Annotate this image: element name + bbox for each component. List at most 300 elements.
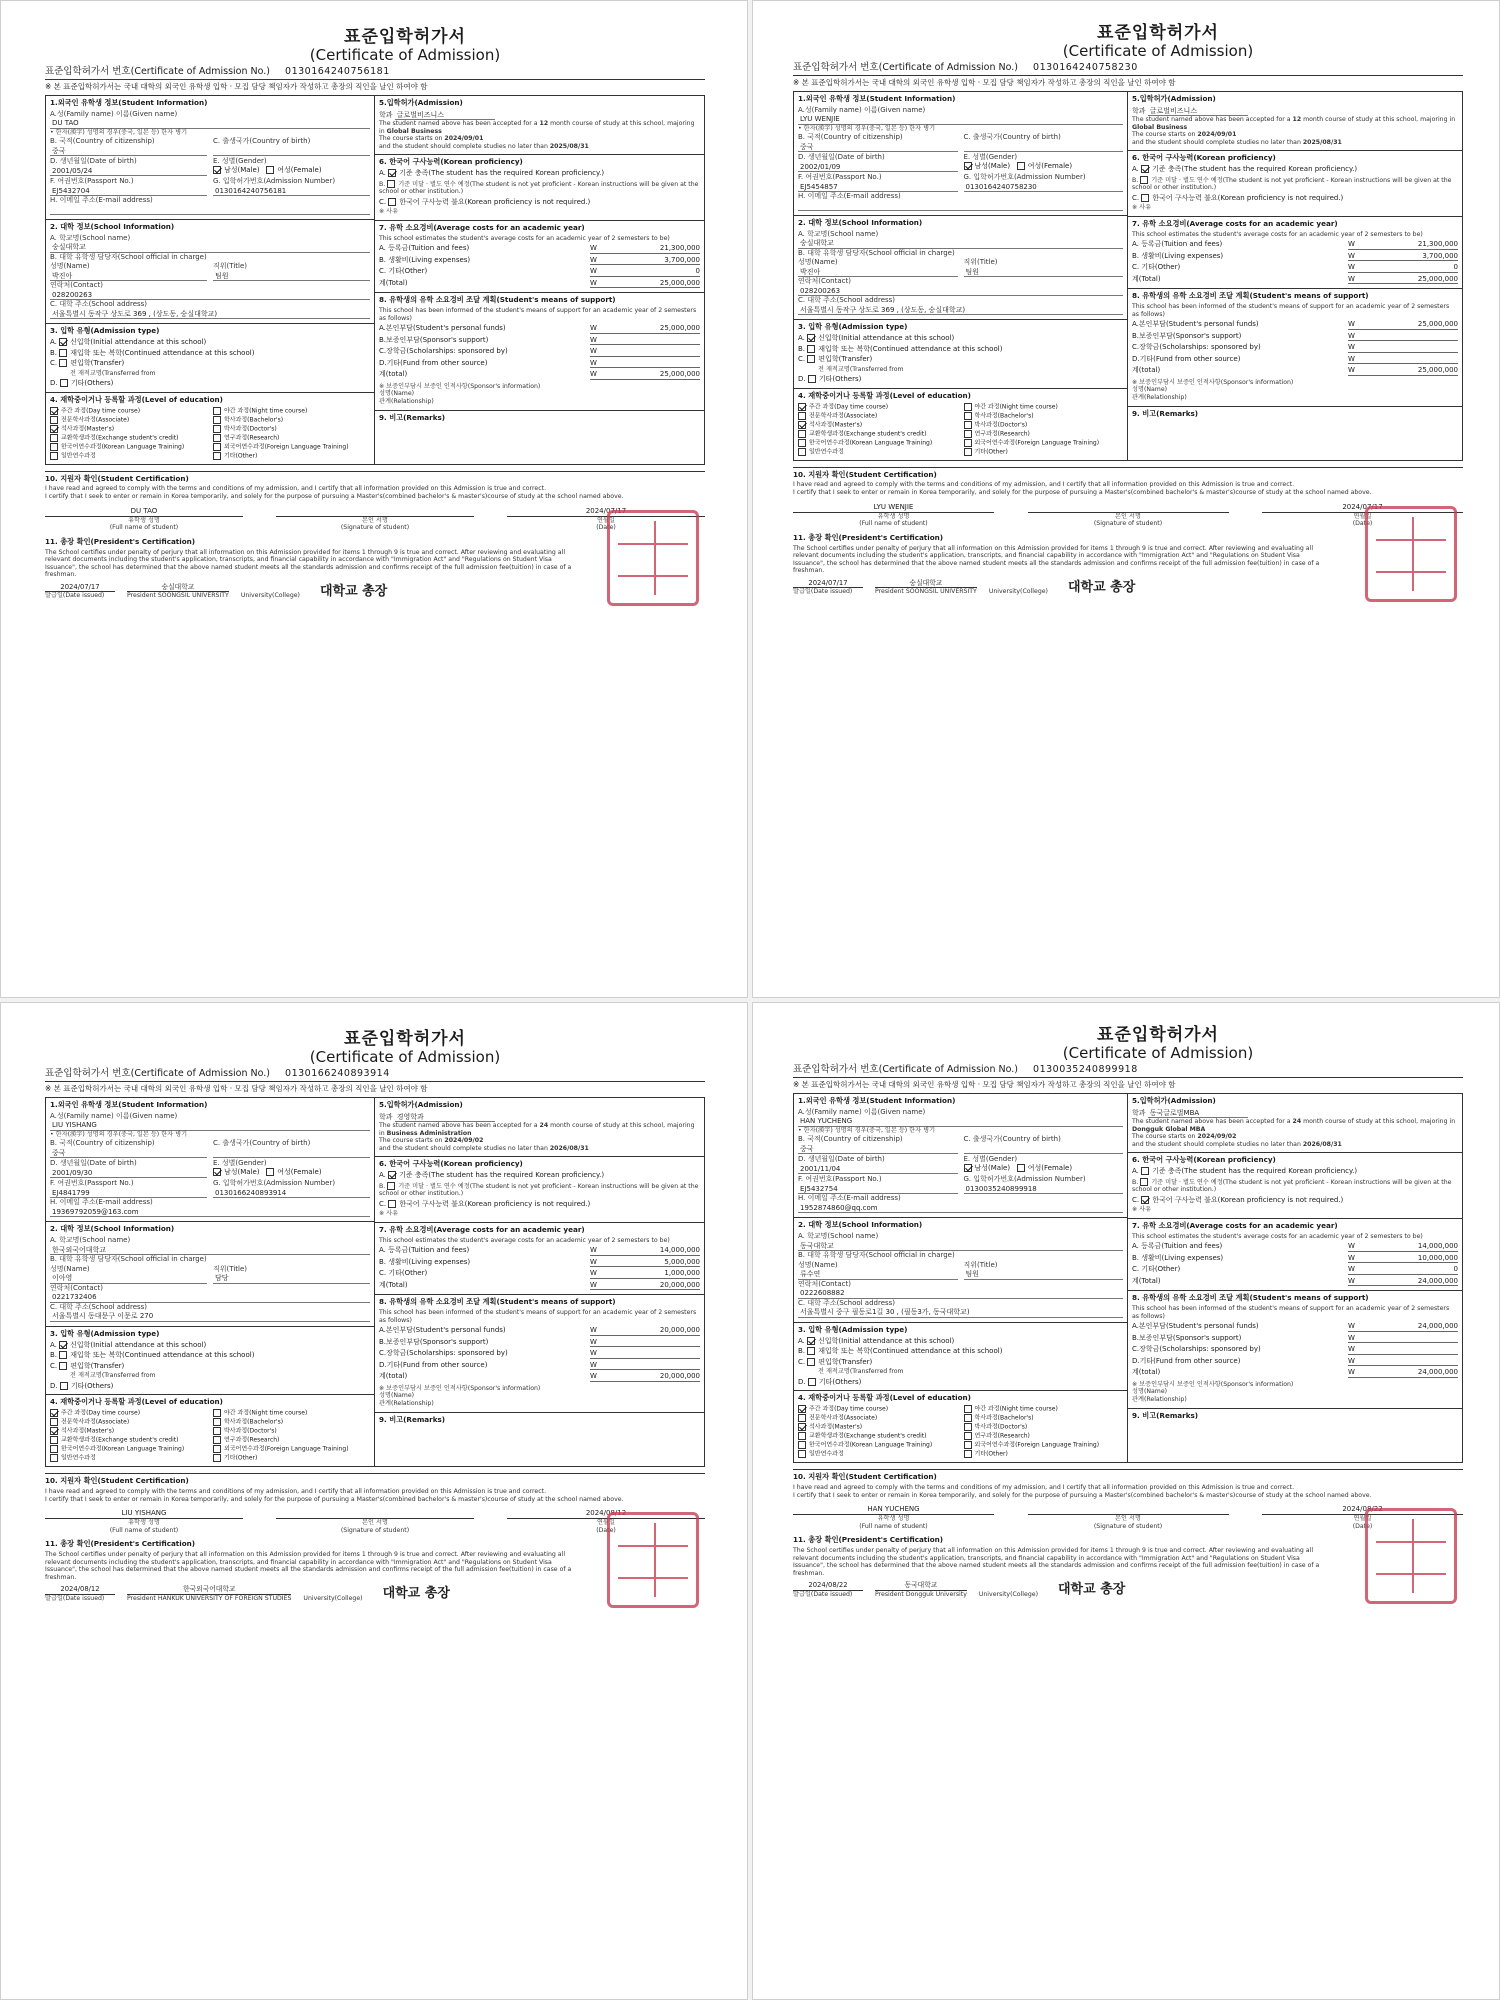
end-date-value: 2025/08/31 [1302, 138, 1342, 146]
education-level-section [794, 1391, 1127, 1462]
title-english: (Certificate of Admission) [1062, 1043, 1254, 1062]
issue-date-value: 2024/07/17 [45, 583, 115, 592]
admission-type-section: 3. 입학 유형(Admission type) A. 신입학(Initial attendance at this school) B. 재입학 또는 복학(Continued attendance at this school) C. 편입학(Transfer) 전 재적교명(Transferred from D. 기타(Others) [46, 324, 374, 392]
korean-c-checkbox [1141, 194, 1149, 202]
admission-number-value: 0130035240899918 [964, 1184, 1124, 1195]
education-checkbox [213, 443, 221, 451]
passport-value: EJ4841799 [50, 1188, 207, 1199]
education-checkbox [213, 416, 221, 424]
section-title: 4. 재학중이거나 등록할 과정(Level of education) [798, 390, 971, 400]
education-checkbox [213, 1454, 221, 1462]
passport-value: EJ5432704 [50, 186, 207, 197]
section-title: 2. 대학 정보(School Information) [798, 217, 923, 227]
official-seal-stamp [607, 510, 699, 606]
personal-funds-value: 25,000,000 [1417, 320, 1458, 329]
official-title-value: 담당 [213, 1273, 370, 1284]
section-title: 2. 대학 정보(School Information) [50, 1224, 175, 1234]
education-level-section [46, 393, 374, 464]
section-title: 5.입학허가(Admission) [1132, 93, 1216, 103]
education-option: 학사과정(Bachelor's) [964, 412, 1124, 420]
dob-value: 2001/11/04 [798, 1164, 958, 1175]
living-value: 10,000,000 [1417, 1253, 1458, 1262]
sign-date-value: 2024/08/22 [1262, 1505, 1463, 1515]
left-column [46, 96, 375, 464]
left-column [46, 1098, 375, 1466]
section-title: 2. 대학 정보(School Information) [798, 1220, 923, 1230]
education-option: 석사과정(Master's) [50, 425, 207, 433]
tuition-value: 14,000,000 [659, 1246, 700, 1255]
education-option: 기타(Other) [964, 448, 1124, 456]
admission-type-c-checkbox [59, 1362, 67, 1370]
education-option: 연구과정(Research) [964, 430, 1124, 438]
university-english-value: HANKUK UNIVERSITY OF FOREIGN STUDIES [157, 1594, 292, 1602]
education-option: 박사과정(Doctor's) [964, 421, 1124, 429]
official-seal-stamp [1365, 1508, 1457, 1604]
support-section: 8. 유학생의 유학 소요경비 조달 계획(Student's means of support) This school has been informed of the student's means of support for an academic year of 2 semesters as follows) A.본인부담(Student's personal funds) W 20,000,000 B.보증인부담(Sponsor's support) W C.장학금(Scholarships: sponsored by) W D.기타(Fund from other source) W 계(total) W 20,000,000 ※ 보증인부담시 보증인 인적사항(Sponsor's information) 성명(Name) 관계(Relationship) [375, 1295, 704, 1412]
education-option: 박사과정(Doctor's) [964, 1423, 1124, 1431]
korean-a-checkbox [388, 169, 396, 177]
school-name-value: 한국외국어대학교 [50, 1245, 370, 1256]
education-option: 전문학사과정(Associate) [798, 1414, 958, 1422]
admission-type-section: 3. 입학 유형(Admission type) A. 신입학(Initial attendance at this school) B. 재입학 또는 복학(Continued attendance at this school) C. 편입학(Transfer) 전 재적교명(Transferred from D. 기타(Others) [46, 1327, 374, 1395]
school-name-value: 동국대학교 [798, 1241, 1123, 1252]
title-english: (Certificate of Admission) [309, 1047, 501, 1066]
personal-funds-value: 20,000,000 [659, 1326, 700, 1335]
male-checkbox [964, 1164, 972, 1172]
education-option: 기타(Other) [964, 1450, 1124, 1458]
certificate-panel [0, 0, 748, 998]
education-option: 연구과정(Research) [213, 434, 370, 442]
school-info-section: 2. 대학 정보(School Information) A. 학교명(School name) 숭실대학교 B. 대학 유학생 담당자(School official in charge) 성명(Name) 박진아 직위(Title) 팀원 연락처(Contact) 028200263 C. 대학 주소(School address) 서울특별시 동작구 상도로 369 , (상도동, 숭실대학교) [794, 216, 1127, 321]
section-title: 8. 유학생의 유학 소요경비 조달 계획(Student's means of support) [1132, 1293, 1369, 1303]
school-info-section: 2. 대학 정보(School Information) A. 학교명(School name) 동국대학교 B. 대학 유학생 담당자(School official in charge) 성명(Name) 류수연 직위(Title) 팀원 연락처(Contact) 0222608882 C. 대학 주소(School address) 서울특별시 중구 필동로1길 30 , (필동3가, 동국대학교) [794, 1218, 1127, 1323]
education-options [798, 1405, 1123, 1458]
section-title: 3. 입학 유형(Admission type) [798, 1324, 908, 1334]
admission-certificate [793, 1025, 1463, 1985]
section-title: 6. 한국어 구사능력(Korean proficiency) [379, 157, 523, 167]
issue-date-value: 2024/08/22 [793, 1581, 863, 1590]
university-korean-value: 동국대학교 [875, 1581, 967, 1590]
support-section: 8. 유학생의 유학 소요경비 조달 계획(Student's means of support) This school has been informed of the student's means of support for an academic year of 2 semesters as follows) A.본인부담(Student's personal funds) W 24,000,000 B.보증인부담(Sponsor's support) W C.장학금(Scholarships: sponsored by) W D.기타(Fund from other source) W 계(total) W 24,000,000 ※ 보증인부담시 보증인 인적사항(Sponsor's information) 성명(Name) 관계(Relationship) [1128, 1291, 1462, 1408]
section-title: 4. 재학중이거나 등록할 과정(Level of education) [798, 1393, 971, 1403]
education-option: 외국어연수과정(Foreign Language Training) [213, 1445, 370, 1453]
section-title: 5.입학허가(Admission) [1132, 1095, 1216, 1105]
education-option: 일반연수과정 [50, 452, 207, 460]
email-value [798, 201, 1123, 211]
student-signature [1028, 503, 1229, 513]
education-checkbox [213, 1436, 221, 1444]
korean-proficiency-section: 6. 한국어 구사능력(Korean proficiency) A. 기준 충족(The student has the required Korean proficiency.) B. 기준 미달 · 별도 연수 예정(The student is not yet proficient - Korean instructions will be given at the school or other institution.) C. 한국어 구사능력 불요(Korean proficiency is not required.) ※ 사유 [1128, 1153, 1462, 1219]
education-option: 석사과정(Master's) [50, 1427, 207, 1435]
education-checkbox [964, 439, 972, 447]
right-column [1128, 1094, 1462, 1462]
education-option: 교환학생과정(Exchange student's credit) [798, 430, 958, 438]
education-options [798, 403, 1123, 456]
education-option: 전문학사과정(Associate) [50, 1418, 207, 1426]
section-title: 8. 유학생의 유학 소요경비 조달 계획(Student's means of support) [379, 1297, 616, 1307]
president-certification: 11. 총장 확인(President's Certification) The School certifies under penalty of perjury that all information on this Admission provided for items 1 through 9 is true and correct. After reviewing and evaluating all relevant documents including the student's application, transcripts, and financial capability in accordance with "Immigration Act" and "Regulations on Student Visa Issuance", the school has determined that the above named student meets all the standards admission and confirms receipt of the full admission fee(tuition) in case of a freshman. 2024/08/22 발급일(Date issued) 동국대학교 President Dongguk University University(College) 대학교 총장 [793, 1536, 1463, 1598]
education-option: 기타(Other) [213, 1454, 370, 1462]
school-name-value: 숭실대학교 [50, 242, 370, 253]
education-checkbox [964, 1450, 972, 1458]
admission-section: 5.입학허가(Admission) 학과 동국글로벌MBA The student named above has been accepted for a 24 month course of study at this school, majoring in Dongguk Global MBA The course starts on 2024/09/02 and the student should complete studies no later than 2026/08/31 [1128, 1094, 1462, 1154]
section-title: 10. 지원자 확인(Student Certification) [793, 469, 937, 479]
student-certification: 10. 지원자 확인(Student Certification) I have read and agreed to comply with the terms and conditions of my admission, and I certify that all information provided on this Admission is true and correct. I certify that I seek to enter or remain in Korea temporarily, and solely for the purpose of pursuing a Master's(combined bachelor's & master's)course of study at the school named above. LYU WENJIE 유학생 성명 (Full name of student) 본인 서명 (Signature of student) 2024/07/17 연월일 (Date) [793, 467, 1463, 528]
start-date-value: 2024/09/02 [444, 1137, 484, 1145]
start-date-value: 2024/09/01 [1197, 131, 1237, 139]
notice-text: ※ 본 표준입학허가서는 국내 대학의 외국인 유학생 입학 · 모집 담당 책임자가 작성하고 총장의 직인을 날인 하여야 함 [793, 77, 1176, 87]
department-value: 동국글로벌MBA [1148, 1108, 1248, 1119]
korean-a-checkbox [388, 1171, 396, 1179]
total-cost-value: 25,000,000 [1417, 274, 1458, 283]
female-checkbox [1017, 162, 1025, 170]
total-cost-value: 20,000,000 [659, 1280, 700, 1289]
section-title: 3. 입학 유형(Admission type) [798, 322, 908, 332]
korean-c-checkbox [388, 1200, 396, 1208]
passport-value: EJ5432754 [798, 1184, 958, 1195]
president-title: 대학교 총장 [382, 1586, 450, 1602]
school-name-value: 숭실대학교 [798, 238, 1123, 249]
president-certification: 11. 총장 확인(President's Certification) The School certifies under penalty of perjury that all information on this Admission provided for items 1 through 9 is true and correct. After reviewing and evaluating all relevant documents including the student's application, transcripts, and financial capability in accordance with "Immigration Act" and "Regulations on Student Visa Issuance", the school has determined that the above named student meets all the standards admission and confirms receipt of the full admission fee(tuition) in case of a freshman. 2024/07/17 발급일(Date issued) 숭실대학교 President SOONGSIL UNIVERSITY University(College) 대학교 총장 [45, 538, 705, 600]
school-address-value: 서울특별시 동작구 상도로 369 , (상도동, 숭실대학교) [50, 309, 370, 320]
korean-c-checkbox [388, 198, 396, 206]
education-option: 야간 과정(Night time course) [964, 403, 1124, 411]
education-option: 야간 과정(Night time course) [213, 407, 370, 415]
education-option: 전문학사과정(Associate) [798, 412, 958, 420]
male-checkbox [213, 1168, 221, 1176]
major-value: Dongguk Global MBA [1132, 1125, 1206, 1133]
admission-number-value: 0130164240756181 [213, 186, 370, 197]
student-signature [276, 507, 474, 517]
support-total-value: 25,000,000 [659, 370, 700, 379]
birth-country-value [964, 142, 1124, 152]
end-date-value: 2025/08/31 [549, 142, 589, 150]
education-option: 교환학생과정(Exchange student's credit) [50, 434, 207, 442]
major-value: Global Business [386, 127, 442, 135]
left-column [794, 92, 1128, 460]
korean-b-checkbox [1140, 176, 1148, 184]
education-checkbox [798, 1450, 806, 1458]
admission-type-c-checkbox [807, 355, 815, 363]
certificate-number: 표준입학허가서 번호(Certificate of Admission No.) 0130035240899918 [793, 1064, 1463, 1078]
education-option: 연구과정(Research) [964, 1432, 1124, 1440]
official-seal-stamp [607, 1512, 699, 1608]
major-value: Global Business [1132, 123, 1188, 131]
education-checkbox [798, 403, 806, 411]
passport-value: EJ5454857 [798, 182, 958, 193]
sign-date-value: 2024/07/17 [1262, 503, 1463, 513]
right-column [1128, 92, 1462, 460]
dob-value: 2001/05/24 [50, 166, 207, 177]
education-checkbox [964, 448, 972, 456]
admission-type-d-checkbox [60, 1382, 68, 1390]
section-title: 5.입학허가(Admission) [379, 1099, 463, 1109]
admission-number-value: 0130166240893914 [213, 1188, 370, 1199]
certificate-panel [752, 0, 1500, 998]
education-option: 외국어연수과정(Foreign Language Training) [964, 1441, 1124, 1449]
right-column [375, 1098, 704, 1466]
korean-a-checkbox [1141, 165, 1149, 173]
admission-type-d-checkbox [60, 379, 68, 387]
citizenship-value: 중국 [798, 1144, 958, 1155]
education-checkbox [50, 425, 58, 433]
section-title: 6. 한국어 구사능력(Korean proficiency) [1132, 153, 1276, 163]
admission-type-a-checkbox [807, 1337, 815, 1345]
education-checkbox [964, 1414, 972, 1422]
section-title: 11. 총장 확인(President's Certification) [793, 1535, 944, 1545]
education-option: 박사과정(Doctor's) [213, 1427, 370, 1435]
student-info-section: 1.외국인 유학생 정보(Student Information) A.성(Family name) 이름(Given name) DU TAO • 한자(漢字) 성명의 경우(중국, 일본 등) 한자 병기 B. 국적(Country of citizenship) 중국 C. 출생국가(Country of birth) D. 생년월일(Date of birth) 2001/05/24 E. 성별(Gender) 남성(Male) 여성(Female) F. 여권번호(Passport No.) EJ5432704 G. 입학허가번호(Admission Number) 0130164240756181 H. 이메일 주소(E-mail address) [46, 96, 374, 220]
education-checkbox [964, 1432, 972, 1440]
sign-date-value: 2024/08/12 [507, 1509, 705, 1519]
section-title: 11. 총장 확인(President's Certification) [793, 532, 944, 542]
months-value: 12 [1292, 116, 1302, 124]
korean-proficiency-section: 6. 한국어 구사능력(Korean proficiency) A. 기준 충족(The student has the required Korean proficiency.) B. 기준 미달 · 별도 연수 예정(The student is not yet proficient - Korean instructions will be given at the school or other institution.) C. 한국어 구사능력 불요(Korean proficiency is not required.) ※ 사유 [375, 155, 704, 221]
certificate-number-value: 0130166240893914 [285, 1068, 390, 1080]
total-cost-value: 25,000,000 [659, 278, 700, 287]
education-option: 전문학사과정(Associate) [50, 416, 207, 424]
notice-text: ※ 본 표준입학허가서는 국내 대학의 외국인 유학생 입학 · 모집 담당 책임자가 작성하고 총장의 직인을 날인 하여야 함 [45, 81, 428, 91]
section-title: 10. 지원자 확인(Student Certification) [793, 1472, 937, 1482]
education-option: 석사과정(Master's) [798, 1423, 958, 1431]
living-value: 3,700,000 [1422, 251, 1458, 260]
section-title: 11. 총장 확인(President's Certification) [45, 1539, 196, 1549]
education-checkbox [964, 430, 972, 438]
personal-funds-value: 24,000,000 [1417, 1322, 1458, 1331]
certificate-number: 표준입학허가서 번호(Certificate of Admission No.) 0130166240893914 [45, 1068, 705, 1082]
months-value: 12 [539, 120, 549, 128]
citizenship-value: 중국 [798, 142, 958, 153]
citizenship-value: 중국 [50, 146, 207, 157]
education-checkbox [213, 1409, 221, 1417]
education-checkbox [964, 412, 972, 420]
admission-type-section: 3. 입학 유형(Admission type) A. 신입학(Initial attendance at this school) B. 재입학 또는 복학(Continued attendance at this school) C. 편입학(Transfer) 전 재적교명(Transferred from D. 기타(Others) [794, 320, 1127, 388]
female-checkbox [266, 166, 274, 174]
admission-certificate [793, 23, 1463, 983]
tuition-value: 21,300,000 [659, 244, 700, 253]
admission-type-d-checkbox [808, 375, 816, 383]
education-option: 주간 과정(Day time course) [798, 1405, 958, 1413]
notice-text: ※ 본 표준입학허가서는 국내 대학의 외국인 유학생 입학 · 모집 담당 책임자가 작성하고 총장의 직인을 날인 하여야 함 [45, 1083, 428, 1093]
education-checkbox [798, 430, 806, 438]
section-title: 4. 재학중이거나 등록할 과정(Level of education) [50, 394, 223, 404]
section-title: 6. 한국어 구사능력(Korean proficiency) [379, 1159, 523, 1169]
admission-type-a-checkbox [59, 338, 67, 346]
education-option: 한국어연수과정(Korean Language Training) [798, 439, 958, 447]
korean-b-checkbox [1140, 1178, 1148, 1186]
education-checkbox [50, 443, 58, 451]
education-option: 교환학생과정(Exchange student's credit) [798, 1432, 958, 1440]
dob-value: 2002/01/09 [798, 162, 958, 173]
education-checkbox [213, 434, 221, 442]
section-title: 10. 지원자 확인(Student Certification) [45, 473, 189, 483]
education-option: 한국어연수과정(Korean Language Training) [50, 443, 207, 451]
department-value: 글로벌비즈니스 [1148, 106, 1248, 117]
education-checkbox [50, 434, 58, 442]
costs-section: 7. 유학 소요경비(Average costs for an academic year) This school estimates the student's average costs for an academic year of 2 semesters to be) A. 등록금(Tuition and fees) W 14,000,000 B. 생활비(Living expenses) W 10,000,000 C. 기타(Other) W 0 계(Total) W 24,000,000 [1128, 1219, 1462, 1291]
support-section: 8. 유학생의 유학 소요경비 조달 계획(Student's means of support) This school has been informed of the student's means of support for an academic year of 2 semesters as follows) A.본인부담(Student's personal funds) W 25,000,000 B.보증인부담(Sponsor's support) W C.장학금(Scholarships: sponsored by) W D.기타(Fund from other source) W 계(total) W 25,000,000 ※ 보증인부담시 보증인 인적사항(Sponsor's information) 성명(Name) 관계(Relationship) [1128, 289, 1462, 406]
title-korean: 표준입학허가서 [344, 27, 466, 47]
education-options [50, 407, 370, 460]
official-name-value: 박진아 [798, 267, 958, 278]
university-english-value: Dongguk University [905, 1590, 967, 1598]
education-checkbox [50, 1427, 58, 1435]
education-checkbox [798, 448, 806, 456]
korean-b-checkbox [387, 180, 395, 188]
start-date-value: 2024/09/02 [1197, 1133, 1237, 1141]
other-cost-value: 0 [1453, 1265, 1458, 1274]
section-title: 1.외국인 유학생 정보(Student Information) [798, 1095, 956, 1105]
dob-value: 2001/09/30 [50, 1168, 207, 1179]
education-checkbox [964, 1441, 972, 1449]
education-option: 기타(Other) [213, 452, 370, 460]
total-cost-value: 24,000,000 [1417, 1276, 1458, 1285]
contact-value: 028200263 [798, 286, 1123, 297]
title-english: (Certificate of Admission) [309, 45, 501, 64]
section-title: 9. 비고(Remarks) [1132, 1410, 1199, 1420]
section-title: 7. 유학 소요경비(Average costs for an academic year) [379, 1224, 585, 1234]
university-english-value: SOONGSIL UNIVERSITY [157, 592, 229, 600]
end-date-value: 2026/08/31 [1302, 1140, 1342, 1148]
form-body [793, 91, 1463, 461]
president-title: 대학교 총장 [1067, 579, 1136, 595]
form-body [45, 1097, 705, 1467]
male-checkbox [213, 166, 221, 174]
student-name-value: LIU YISHANG [50, 1120, 370, 1131]
costs-section: 7. 유학 소요경비(Average costs for an academic year) This school estimates the student's average costs for an academic year of 2 semesters to be) A. 등록금(Tuition and fees) W 21,300,000 B. 생활비(Living expenses) W 3,700,000 C. 기타(Other) W 0 계(Total) W 25,000,000 [375, 221, 704, 293]
section-title: 11. 총장 확인(President's Certification) [45, 536, 196, 546]
admission-type-section: 3. 입학 유형(Admission type) A. 신입학(Initial attendance at this school) B. 재입학 또는 복학(Continued attendance at this school) C. 편입학(Transfer) 전 재적교명(Transferred from D. 기타(Others) [794, 1323, 1127, 1391]
korean-b-checkbox [387, 1182, 395, 1190]
education-checkbox [798, 1423, 806, 1431]
months-value: 24 [539, 1122, 549, 1130]
section-title: 7. 유학 소요경비(Average costs for an academic year) [379, 222, 585, 232]
admission-section: 5.입학허가(Admission) 학과 경영학과 The student named above has been accepted for a 24 month course of study at this school, majoring in Business Administration The course starts on 2024/09/02 and the student should complete studies no later than 2026/08/31 [375, 1098, 704, 1158]
citizenship-value: 중국 [50, 1148, 207, 1159]
section-title: 1.외국인 유학생 정보(Student Information) [798, 93, 956, 103]
school-address-value: 서울특별시 동작구 상도로 369 , (상도동, 숭실대학교) [798, 305, 1123, 316]
education-level-section [46, 1395, 374, 1466]
section-title: 1.외국인 유학생 정보(Student Information) [50, 1099, 208, 1109]
contact-value: 0222608882 [798, 1288, 1123, 1299]
official-name-value: 박진아 [50, 271, 207, 282]
section-title: 4. 재학중이거나 등록할 과정(Level of education) [50, 1397, 223, 1407]
student-name-value: HAN YUCHENG [798, 1116, 1123, 1127]
student-fullname-value: LYU WENJIE [793, 503, 994, 513]
section-title: 8. 유학생의 유학 소요경비 조달 계획(Student's means of support) [1132, 291, 1369, 301]
other-cost-value: 0 [1453, 263, 1458, 272]
education-option: 교환학생과정(Exchange student's credit) [50, 1436, 207, 1444]
education-option: 주간 과정(Day time course) [798, 403, 958, 411]
form-body [45, 95, 705, 465]
remarks-section [1128, 1409, 1462, 1449]
sign-date-value: 2024/07/17 [507, 507, 705, 517]
department-value: 글로벌비즈니스 [395, 110, 495, 121]
official-title-value: 팀원 [213, 271, 370, 282]
education-checkbox [50, 1409, 58, 1417]
birth-country-value [213, 146, 370, 156]
birth-country-value [213, 1148, 370, 1158]
admission-number-value: 0130164240758230 [964, 182, 1124, 193]
section-title: 5.입학허가(Admission) [379, 97, 463, 107]
living-value: 5,000,000 [664, 1257, 700, 1266]
contact-value: 0221732406 [50, 1292, 370, 1303]
education-checkbox [50, 416, 58, 424]
student-info-section: 1.외국인 유학생 정보(Student Information) A.성(Family name) 이름(Given name) LYU WENJIE • 한자(漢字) 성명의 경우(중국, 일본 등) 한자 병기 B. 국적(Country of citizenship) 중국 C. 출생국가(Country of birth) D. 생년월일(Date of birth) 2002/01/09 E. 성별(Gender) 남성(Male) 여성(Female) F. 여권번호(Passport No.) EJ5454857 G. 입학허가번호(Admission Number) 0130164240758230 H. 이메일 주소(E-mail address) [794, 92, 1127, 216]
certificate-number: 표준입학허가서 번호(Certificate of Admission No.) 0130164240756181 [45, 66, 705, 80]
other-cost-value: 0 [695, 267, 700, 276]
birth-country-value [964, 1144, 1124, 1154]
education-option: 외국어연수과정(Foreign Language Training) [213, 443, 370, 451]
section-title: 8. 유학생의 유학 소요경비 조달 계획(Student's means of support) [379, 295, 616, 305]
president-title: 대학교 총장 [319, 583, 388, 599]
education-checkbox [213, 1418, 221, 1426]
remarks-section [375, 411, 704, 451]
education-options [50, 1409, 370, 1462]
official-name-value: 이아영 [50, 1273, 207, 1284]
education-checkbox [798, 439, 806, 447]
education-checkbox [964, 1405, 972, 1413]
email-value: 1952874860@qq.com [798, 1203, 1123, 1214]
korean-a-checkbox [1141, 1167, 1149, 1175]
admission-type-c-checkbox [807, 1358, 815, 1366]
section-title: 9. 비고(Remarks) [379, 1414, 446, 1424]
support-total-value: 25,000,000 [1417, 366, 1458, 375]
certificate-number-value: 0130164240758230 [1033, 62, 1138, 74]
support-total-value: 20,000,000 [659, 1372, 700, 1381]
education-option: 야간 과정(Night time course) [964, 1405, 1124, 1413]
education-checkbox [798, 1441, 806, 1449]
admission-certificate [45, 27, 705, 987]
issue-date-value: 2024/07/17 [793, 579, 863, 588]
admission-type-c-checkbox [59, 359, 67, 367]
personal-funds-value: 25,000,000 [659, 324, 700, 333]
student-fullname-value: LIU YISHANG [45, 1509, 243, 1519]
admission-type-d-checkbox [808, 1378, 816, 1386]
start-date-value: 2024/09/01 [444, 135, 484, 143]
notice-text: ※ 본 표준입학허가서는 국내 대학의 외국인 유학생 입학 · 모집 담당 책임자가 작성하고 총장의 직인을 날인 하여야 함 [793, 1079, 1176, 1089]
student-info-section: 1.외국인 유학생 정보(Student Information) A.성(Family name) 이름(Given name) LIU YISHANG • 한자(漢字) 성명의 경우(중국, 일본 등) 한자 병기 B. 국적(Country of citizenship) 중국 C. 출생국가(Country of birth) D. 생년월일(Date of birth) 2001/09/30 E. 성별(Gender) 남성(Male) 여성(Female) F. 여권번호(Passport No.) EJ4841799 G. 입학허가번호(Admission Number) 0130166240893914 H. 이메일 주소(E-mail address) 19369792059@163.com [46, 1098, 374, 1223]
admission-section: 5.입학허가(Admission) 학과 글로벌비즈니스 The student named above has been accepted for a 12 month course of study at this school, majoring in Global Business The course starts on 2024/09/01 and the student should complete studies no later than 2025/08/31 [375, 96, 704, 156]
education-checkbox [213, 1445, 221, 1453]
education-option: 석사과정(Master's) [798, 421, 958, 429]
education-checkbox [213, 452, 221, 460]
admission-type-b-checkbox [807, 345, 815, 353]
education-option: 일반연수과정 [50, 1454, 207, 1462]
student-fullname-value: DU TAO [45, 507, 243, 517]
right-column [375, 96, 704, 464]
email-value: 19369792059@163.com [50, 1207, 370, 1218]
certificate-panel [752, 1002, 1500, 2000]
certificate-number-value: 0130164240756181 [285, 66, 390, 78]
education-checkbox [798, 1414, 806, 1422]
president-certification: 11. 총장 확인(President's Certification) The School certifies under penalty of perjury that all information on this Admission provided for items 1 through 9 is true and correct. After reviewing and evaluating all relevant documents including the student's application, transcripts, and financial capability in accordance with "Immigration Act" and "Regulations on Student Visa Issuance", the school has determined that the above named student meets all the standards admission and confirms receipt of the full admission fee(tuition) in case of a freshman. 2024/07/17 발급일(Date issued) 숭실대학교 President SOONGSIL UNIVERSITY University(College) 대학교 총장 [793, 534, 1463, 596]
tuition-value: 21,300,000 [1417, 240, 1458, 249]
title-korean: 표준입학허가서 [344, 1029, 466, 1049]
education-checkbox [798, 421, 806, 429]
form-body [793, 1093, 1463, 1463]
education-option: 학사과정(Bachelor's) [964, 1414, 1124, 1422]
section-title: 1.외국인 유학생 정보(Student Information) [50, 97, 208, 107]
university-korean-value: 숭실대학교 [875, 579, 977, 588]
certificate-panel [0, 1002, 748, 2000]
admission-type-b-checkbox [807, 1347, 815, 1355]
admission-type-a-checkbox [807, 334, 815, 342]
contact-value: 028200263 [50, 290, 370, 301]
education-checkbox [213, 425, 221, 433]
education-option: 일반연수과정 [798, 1450, 958, 1458]
school-address-value: 서울특별시 중구 필동로1길 30 , (필동3가, 동국대학교) [798, 1307, 1123, 1318]
